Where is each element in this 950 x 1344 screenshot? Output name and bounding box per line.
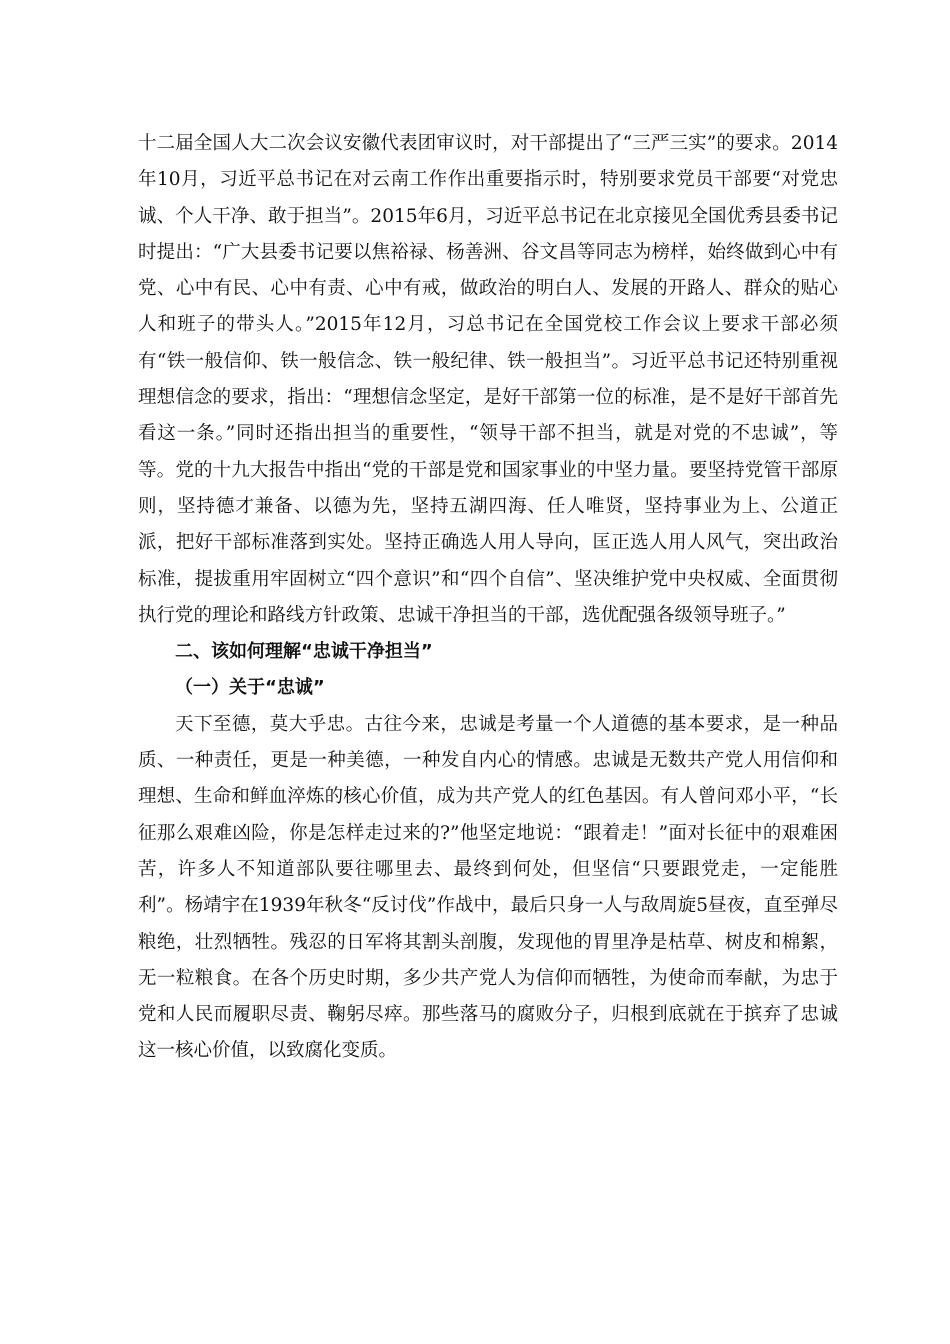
subsection-heading: （一）关于“忠诚” [175,677,325,699]
document-body [138,126,838,1070]
body-paragraph-2: 天下至德，莫大乎忠。古往今来，忠诚是考量一个人道德的基本要求，是一种品质、一种责任，更是一种美德，一种发自内心的情感。忠诚是无数共产党人用信仰和理想、生命和鲜血淬炼的核心价值，成为共产党人的红色基因。有人曾问邓小平，“长征那么艰难凶险，你是怎样走过来的?”他坚定地说：“跟着走！”面对长征中的艰难困苦，许多人不知道部队要往哪里去、最终到何处，但坚信“只要跟党走，一定能胜利”。杨靖宇在1939年秋冬“反讨伐”作战中，最后只身一人与敌周旋5昼夜，直至弹尽粮绝，壮烈牺牲。残忍的日军将其割头剖腹，发现他的胃里净是枯草、树皮和棉絮，无一粒粮食。在各个历史时期，多少共产党人为信仰而牺牲，为使命而奉献，为忠于党和人民而履职尽责、鞠躬尽瘁。那些落马的腐败分子，归根到底就在于摈弃了忠诚这一核心价值，以致腐化变质。 [138,713,838,1062]
body-paragraph-1: 十二届全国人大二次会议安徽代表团审议时，对干部提出了“三严三实”的要求。2014年10月，习近平总书记在对云南工作作出重要指示时，特别要求党员干部要“对党忠诚、个人干净、敢于担当”。2015年6月，习近平总书记在北京接见全国优秀县委书记时提出：“广大县委书记要以焦裕禄、杨善洲、谷文昌等同志为榜样，始终做到心中有党、心中有民、心中有责、心中有戒，做政治的明白人、发展的开路人、群众的贴心人和班子的带头人。”2015年12月，习总书记在全国党校工作会议上要求干部必须有“铁一般信仰、铁一般信念、铁一般纪律、铁一般担当”。习近平总书记还特别重视理想信念的要求，指出：“理想信念坚定，是好干部第一位的标准，是不是好干部首先看这一条。”同时还指出担当的重要性，“领导干部不担当，就是对党的不忠诚”，等等。党的十九大报告中指出“党的干部是党和国家事业的中坚力量。要坚持党管干部原则，坚持德才兼备、以德为先，坚持五湖四海、任人唯贤，坚持事业为上、公道正派，把好干部标准落到实处。坚持正确选人用人导向，匡正选人用人风气，突出政治标准，提拔重用牢固树立“四个意识”和“四个自信”、坚决维护党中央权威、全面贯彻执行党的理论和路线方针政策、忠诚干净担当的干部，选优配强各级领导班子。” [138,133,838,626]
section-heading: 二、该如何理解“忠诚干净担当” [175,641,433,663]
